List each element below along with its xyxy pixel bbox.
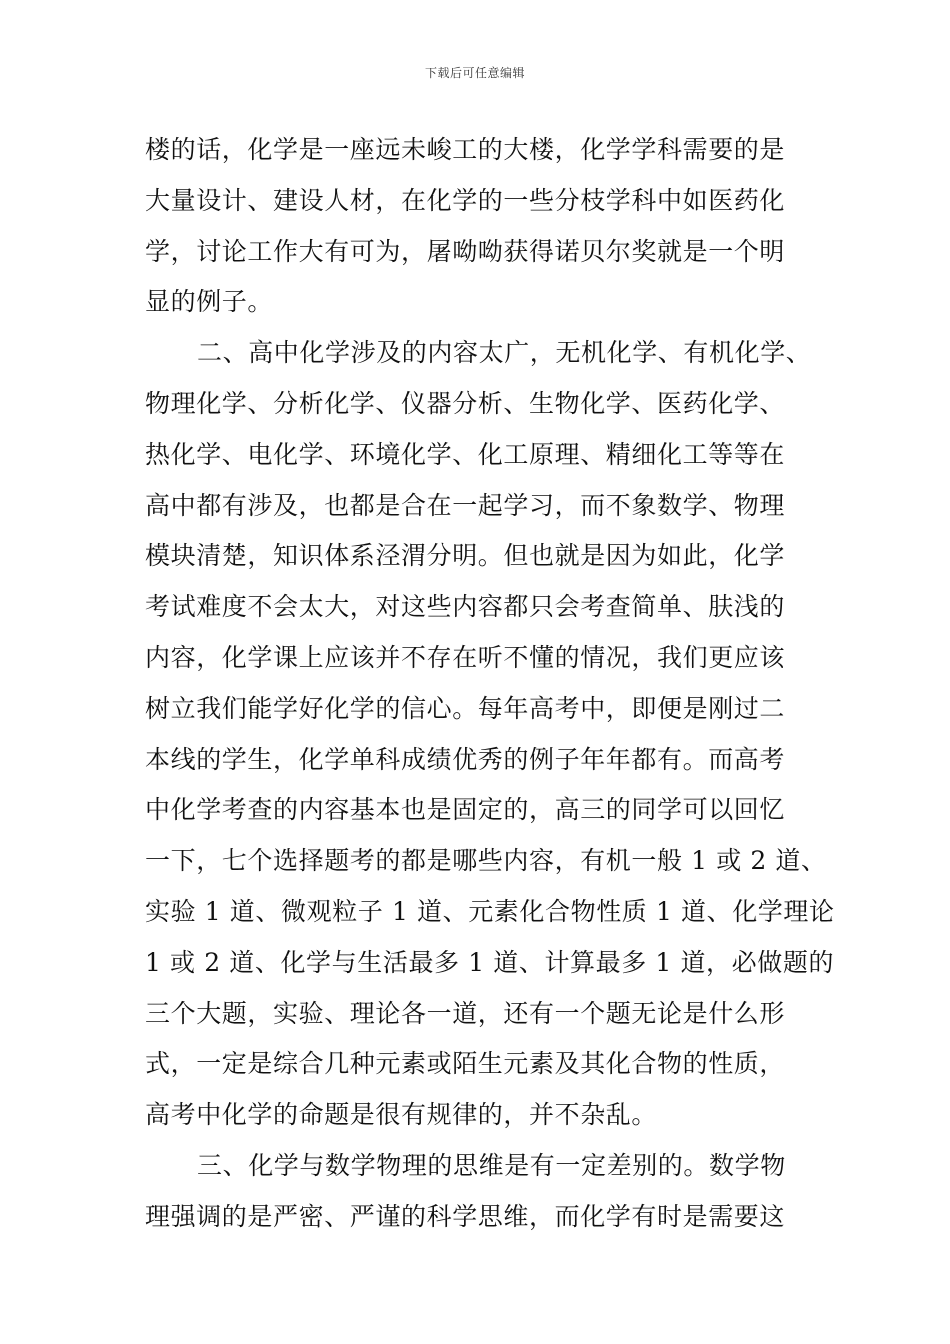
text-line: 三个大题，实验、理论各一道，还有一个题无论是什么形 [145, 998, 786, 1028]
text-line: 考试难度不会太大，对这些内容都只会考查简单、肤浅的 [145, 592, 786, 622]
text-line: 学，讨论工作大有可为，屠呦呦获得诺贝尔奖就是一个明 [145, 236, 786, 266]
text-line: 内容，化学课上应该并不存在听不懂的情况，我们更应该 [145, 642, 786, 672]
text-line: 1 或 2 道、化学与生活最多 1 道、计算最多 1 道，必做题的 [145, 947, 835, 977]
text-line: 显的例子。 [145, 287, 274, 317]
text-line: 楼的话，化学是一座远未峻工的大楼，化学学科需要的是 [145, 135, 786, 164]
text-line: 中化学考查的内容基本也是固定的，高三的同学可以回忆 [145, 795, 786, 825]
page-header: 下载后可任意编辑 [424, 66, 525, 80]
document-body [145, 128, 835, 1246]
text-line: 物理化学、分析化学、仪器分析、生物化学、医药化学、 [145, 388, 786, 418]
text-line: 树立我们能学好化学的信心。每年高考中，即便是刚过二 [145, 693, 786, 723]
paragraph-first-line: 二、高中化学涉及的内容太广，无机化学、有机化学、 [197, 338, 812, 368]
text-line: 高中都有涉及，也都是合在一起学习，而不象数学、物理 [145, 490, 786, 520]
text-line: 大量设计、建设人材，在化学的一些分枝学科中如医药化 [145, 185, 786, 215]
text-line: 式，一定是综合几种元素或陌生元素及其化合物的性质， [145, 1049, 786, 1079]
text-line: 一下，七个选择题考的都是哪些内容，有机一般 1 或 2 道、 [145, 846, 827, 876]
text-line: 实验 1 道、微观粒子 1 道、元素化合物性质 1 道、化学理论 [145, 896, 835, 926]
text-line: 本线的学生，化学单科成绩优秀的例子年年都有。而高考 [145, 744, 786, 774]
paragraph-first-line: 三、化学与数学物理的思维是有一定差别的。数学物 [197, 1150, 786, 1180]
text-line: 热化学、电化学、环境化学、化工原理、精细化工等等在 [145, 439, 786, 469]
text-line: 模块清楚，知识体系泾渭分明。但也就是因为如此，化学 [145, 541, 786, 571]
text-line: 高考中化学的命题是很有规律的，并不杂乱。 [145, 1100, 658, 1130]
text-line: 理强调的是严密、严谨的科学思维，而化学有时是需要这 [145, 1201, 786, 1231]
